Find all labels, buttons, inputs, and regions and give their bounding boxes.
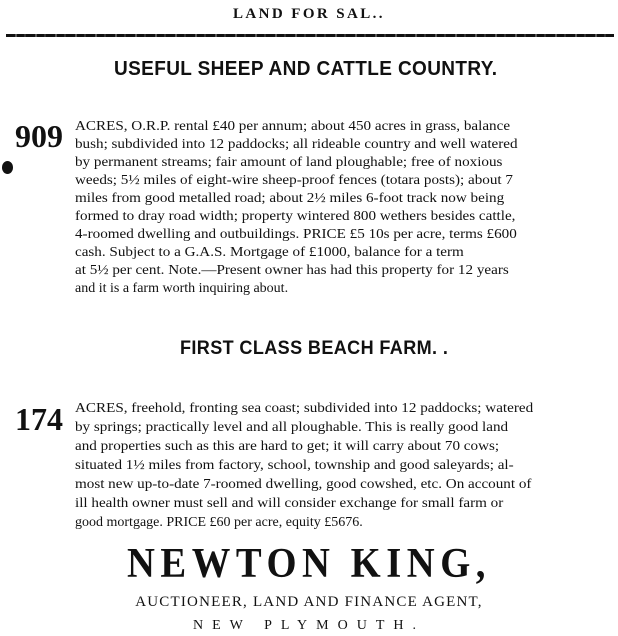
listing-line: and it is a farm worth inquiring about.	[75, 281, 289, 296]
listing-line: at 5½ per cent. Note.—Present owner has had this property for 12 years	[75, 263, 509, 278]
section-heading-beach-farm: FIRST CLASS BEACH FARM. .	[180, 338, 449, 359]
listing-line: good mortgage. PRICE £60 per acre, equity £5676.	[75, 515, 363, 530]
listing-line: most new up-to-date 7-roomed dwelling, good cowshed, etc. On account of	[75, 477, 532, 492]
ink-bullet-mark	[2, 161, 13, 174]
section-heading-sheep-cattle: USEFUL SHEEP AND CATTLE COUNTRY.	[114, 58, 498, 80]
listing-line: miles from good metalled road; about 2½ miles 6-foot track now being	[75, 191, 505, 206]
listing-line: ill health owner must sell and will consider exchange for small farm or	[75, 496, 504, 511]
header-divider	[6, 34, 614, 37]
page-header-title: LAND FOR SAL..	[233, 6, 385, 22]
listing-line: ACRES, freehold, fronting sea coast; subdivided into 12 paddocks; watered	[75, 401, 534, 416]
listing-line: bush; subdivided into 12 paddocks; all rideable country and well watered	[75, 137, 518, 152]
listing-paragraph-2	[75, 400, 615, 540]
listing-line: cash. Subject to a G.A.S. Mortgage of £1000, balance for a term	[75, 245, 464, 260]
listing-paragraph-1	[75, 118, 615, 308]
lot-number-909: 909	[15, 118, 63, 154]
listing-line: ACRES, O.R.P. rental £40 per annum; about 450 acres in grass, balance	[75, 119, 511, 134]
lot-number-174: 174	[15, 401, 63, 437]
listing-line: weeds; 5½ miles of eight-wire sheep-proof fences (totara posts); about 7	[75, 173, 513, 188]
listing-line: formed to dray road width; property wintered 800 wethers besides cattle,	[75, 209, 516, 224]
listing-line: by springs; practically level and all ploughable. This is really good land	[75, 420, 509, 435]
listing-line: and properties such as this are hard to get; it will carry about 70 cows;	[75, 439, 500, 454]
firm-name: NEWTON KING,	[127, 541, 491, 587]
listing-line: 4-roomed dwelling and outbuildings. PRICE £5 10s per acre, terms £600	[75, 227, 517, 242]
firm-location: NEW PLYMOUTH.	[192, 618, 425, 633]
listing-line: situated 1½ miles from factory, school, township and good saleyards; al-	[75, 458, 514, 473]
firm-role: AUCTIONEER, LAND AND FINANCE AGENT,	[135, 594, 483, 610]
listing-line: by permanent streams; fair amount of land ploughable; free of noxious	[75, 155, 503, 170]
